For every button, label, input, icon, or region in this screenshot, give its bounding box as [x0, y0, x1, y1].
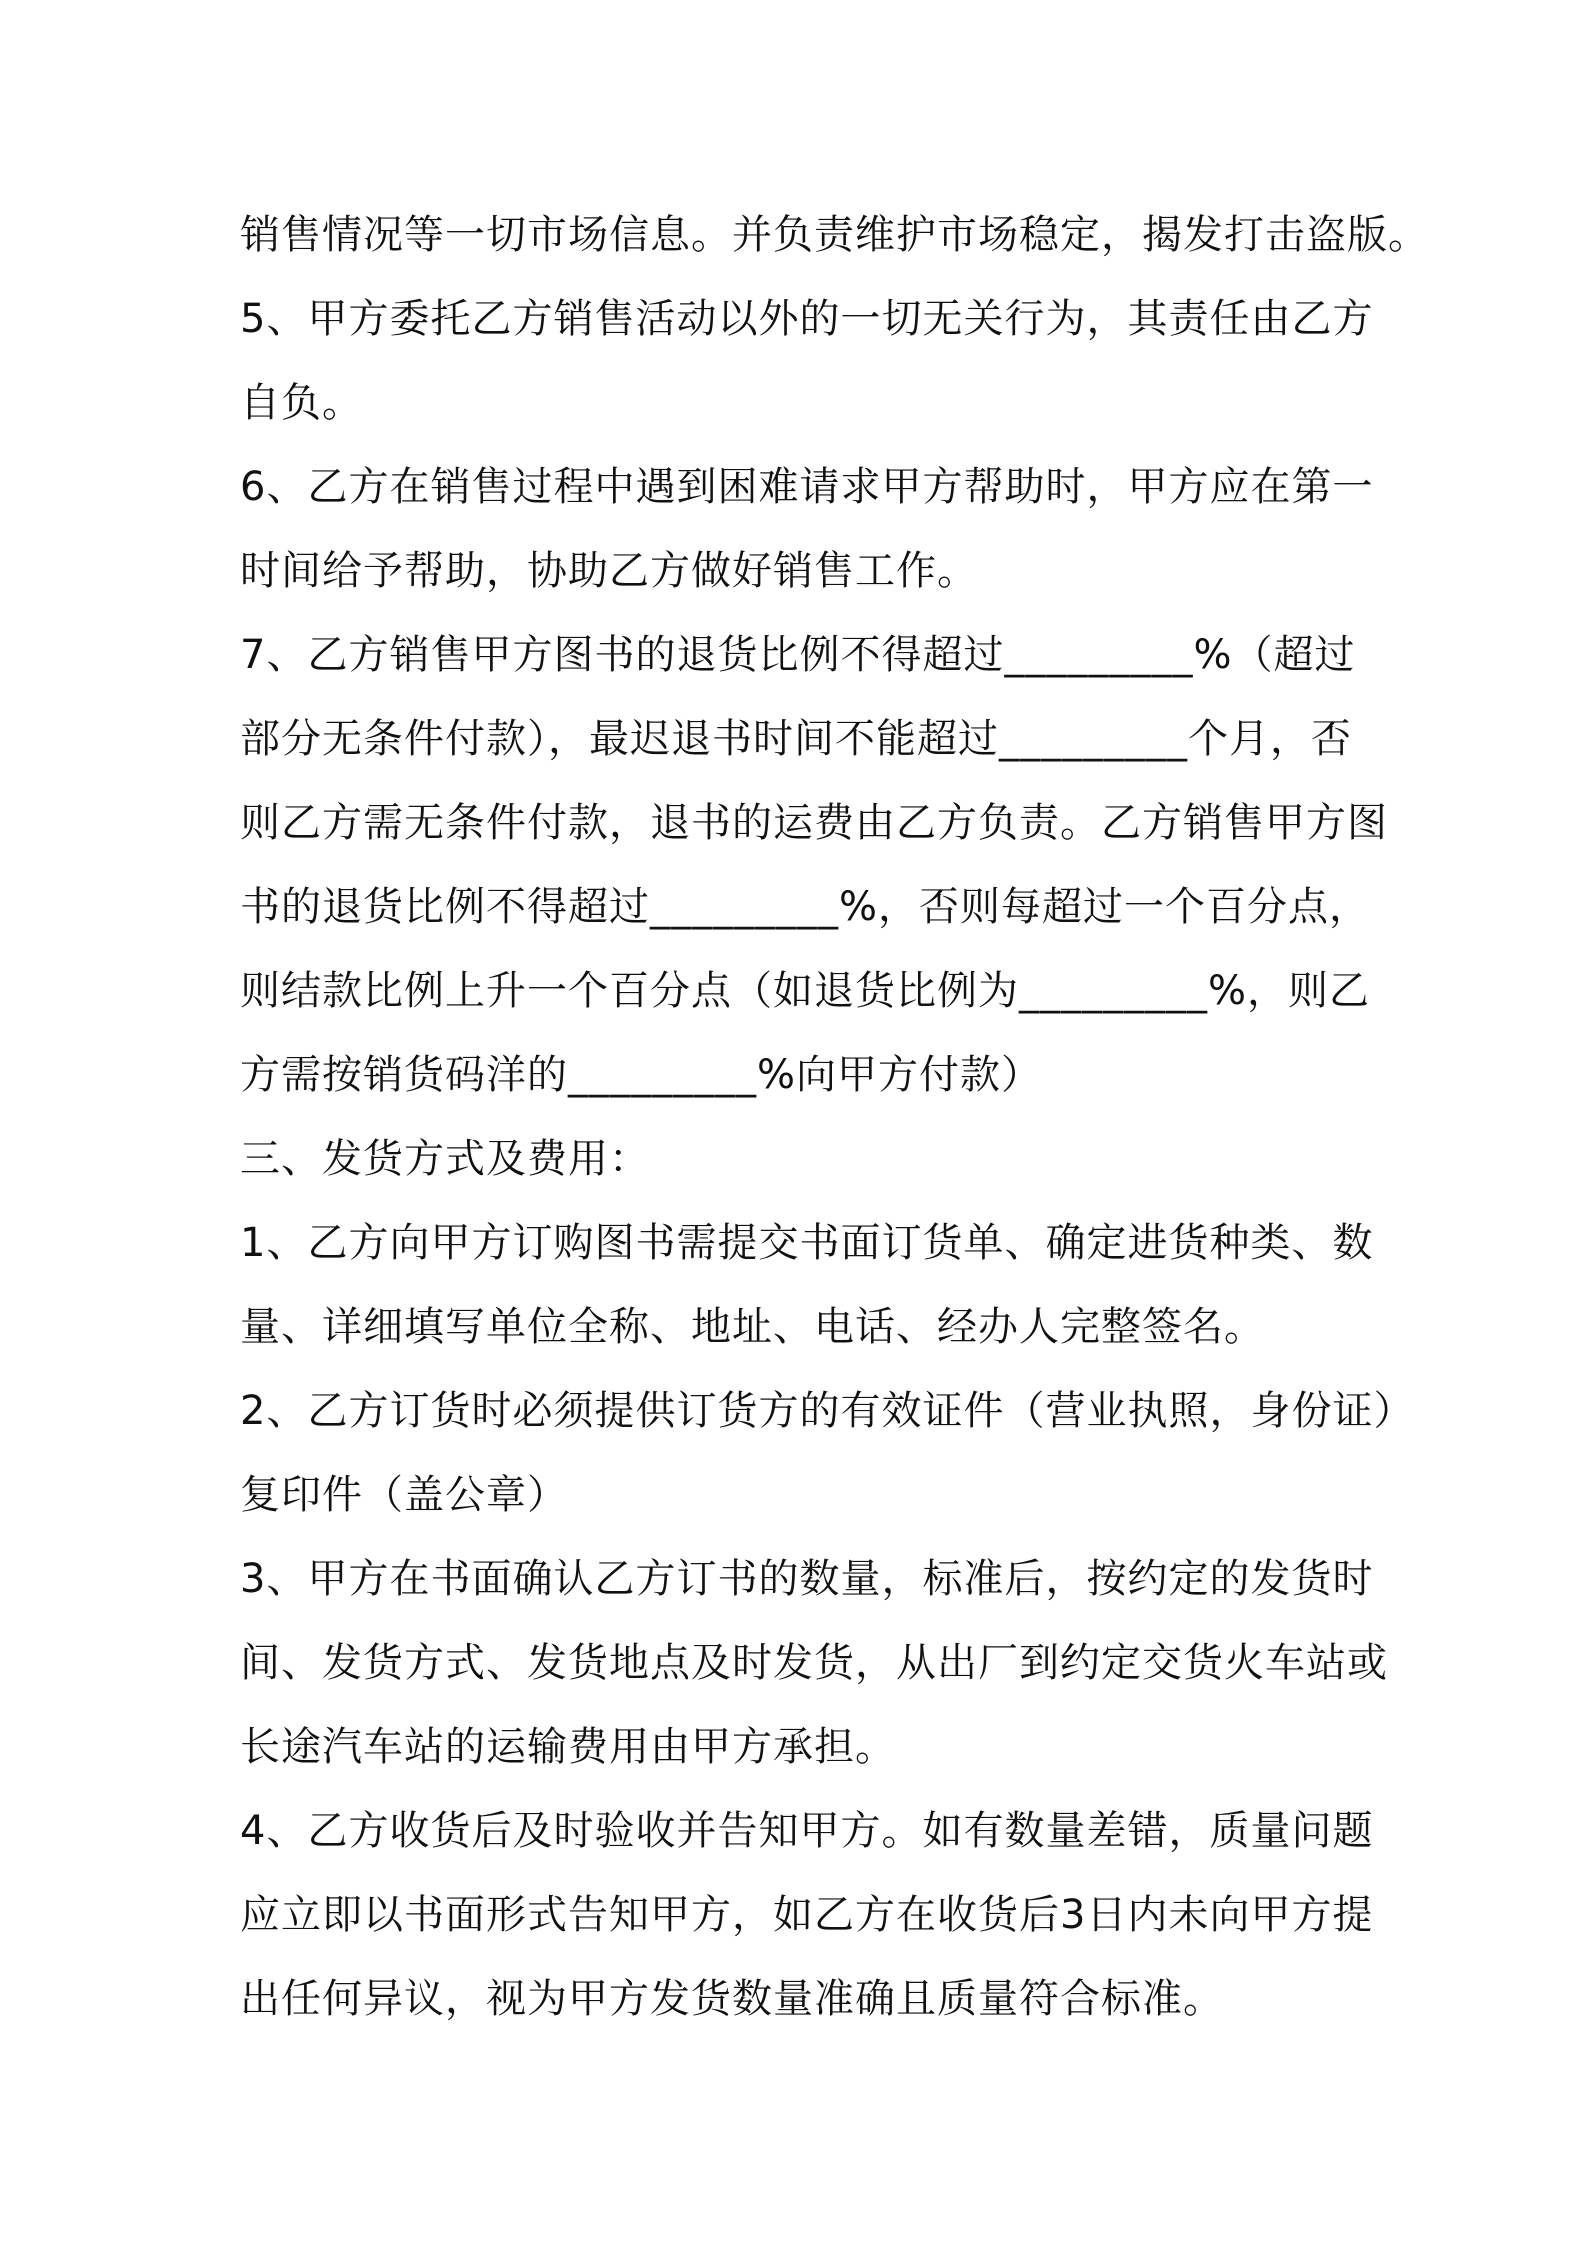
text-line: 5、甲方委托乙方销售活动以外的一切无关行为，其责任由乙方 — [240, 296, 1374, 342]
document-body — [240, 193, 1429, 2041]
text-line: 6、乙方在销售过程中遇到困难请求甲方帮助时，甲方应在第一 — [240, 464, 1374, 510]
text-line: 4、乙方收货后及时验收并告知甲方。如有数量差错，质量问题 — [240, 1808, 1374, 1854]
text-line: 量、详细填写单位全称、地址、电话、经办人完整签名。 — [240, 1304, 1265, 1350]
text-line: 1、乙方向甲方订购图书需提交书面订货单、确定进货种类、数 — [240, 1220, 1374, 1266]
text-line: 销售情况等一切市场信息。并负责维护市场稳定，揭发打击盗版。 — [240, 212, 1429, 258]
text-line: 7、乙方销售甲方图书的退货比例不得超过_________%（超过 — [240, 632, 1356, 678]
text-line: 书的退货比例不得超过_________%，否则每超过一个百分点， — [240, 884, 1371, 930]
section-heading: 三、发货方式及费用： — [240, 1136, 650, 1182]
text-line: 3、甲方在书面确认乙方订书的数量，标准后，按约定的发货时 — [240, 1556, 1374, 1602]
text-line: 间、发货方式、发货地点及时发货，从出厂到约定交货火车站或 — [240, 1640, 1388, 1686]
text-line: 则结款比例上升一个百分点（如退货比例为_________%，则乙 — [240, 968, 1371, 1014]
text-line: 2、乙方订货时必须提供订货方的有效证件（营业执照，身份证） — [240, 1388, 1415, 1434]
text-line: 出任何异议，视为甲方发货数量准确且质量符合标准。 — [240, 1976, 1224, 2022]
text-line: 复印件（盖公章） — [240, 1472, 568, 1518]
text-line: 长途汽车站的运输费用由甲方承担。 — [240, 1724, 896, 1770]
text-line: 自负。 — [240, 380, 363, 426]
text-line: 部分无条件付款），最迟退书时间不能超过_________个月，否 — [240, 716, 1352, 762]
text-line: 则乙方需无条件付款，退书的运费由乙方负责。乙方销售甲方图 — [240, 800, 1388, 846]
text-line: 方需按销货码洋的_________%向甲方付款） — [240, 1052, 1043, 1098]
text-line: 时间给予帮助，协助乙方做好销售工作。 — [240, 548, 978, 594]
text-line: 应立即以书面形式告知甲方，如乙方在收货后3日内未向甲方提 — [240, 1892, 1374, 1938]
